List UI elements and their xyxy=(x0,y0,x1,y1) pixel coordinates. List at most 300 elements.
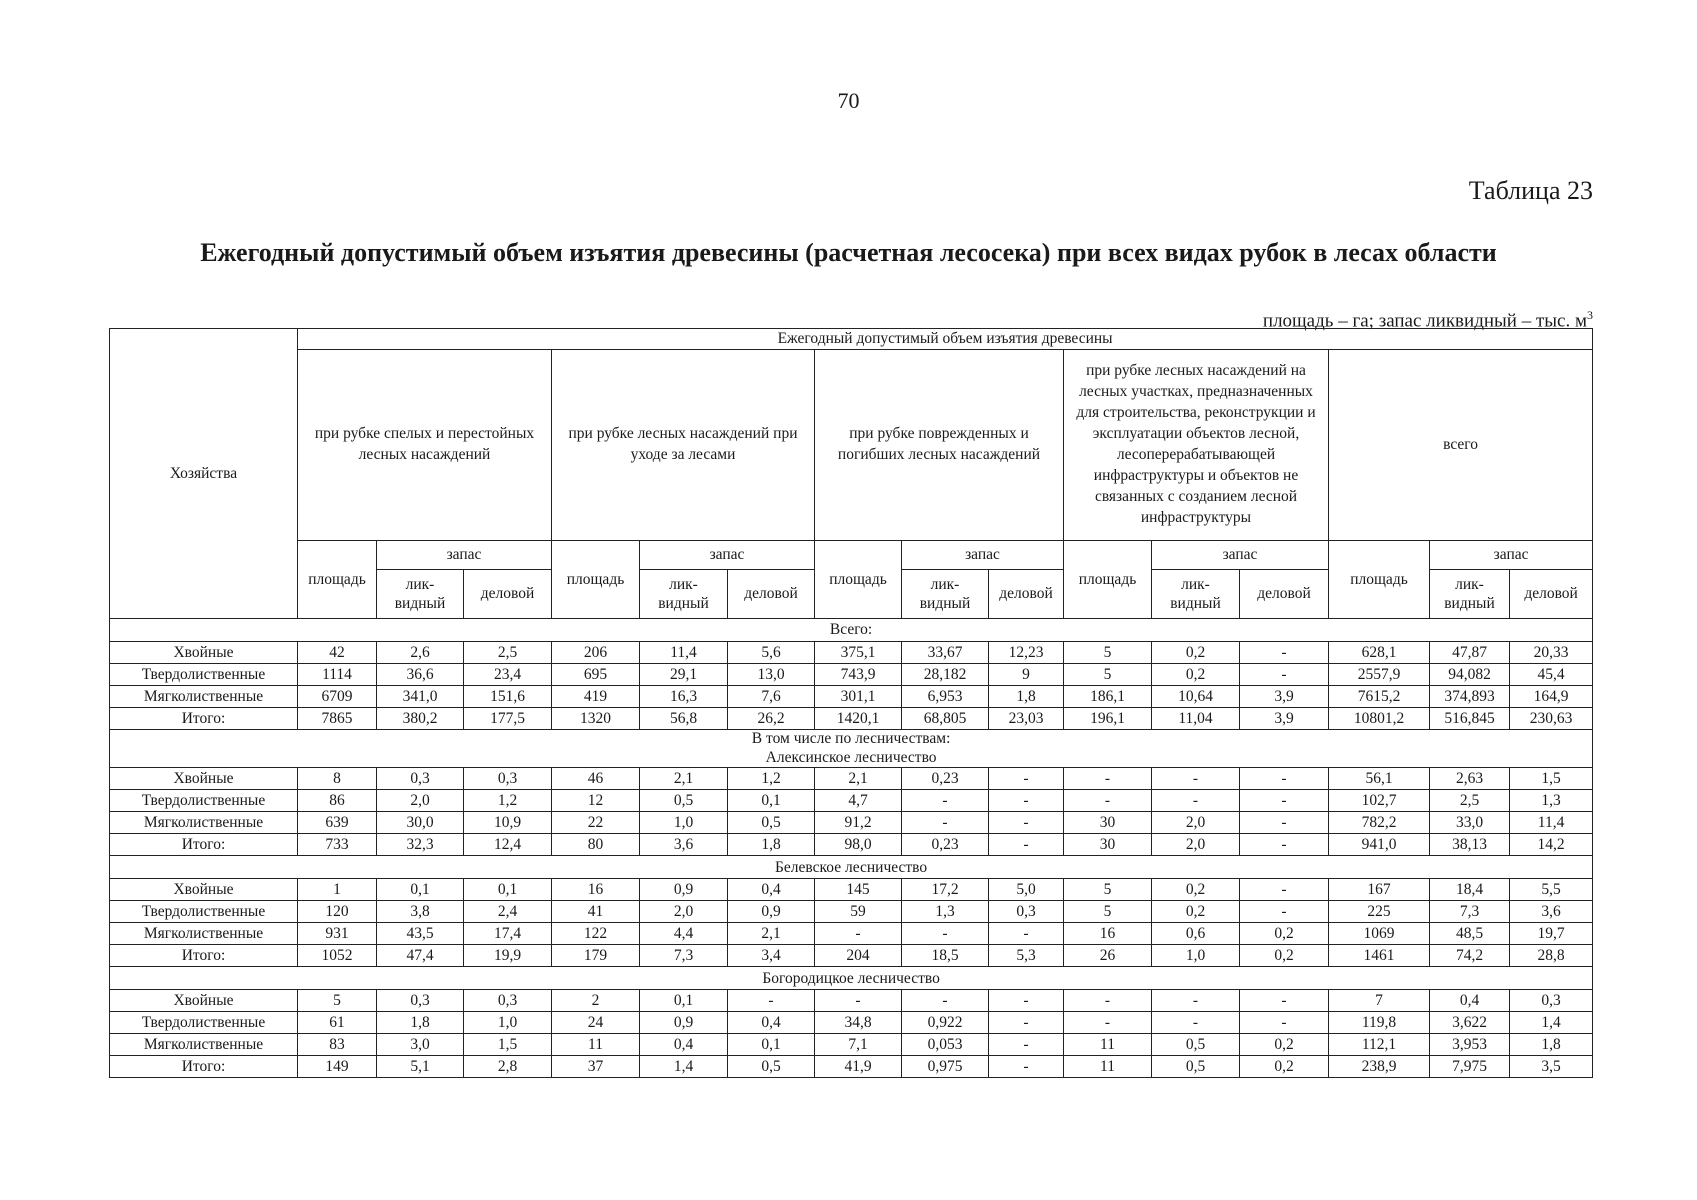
table-cell: 0,9 xyxy=(640,1012,728,1034)
table-cell: - xyxy=(989,812,1064,834)
table-cell: 33,0 xyxy=(1430,812,1510,834)
table-cell: 5 xyxy=(1064,642,1152,664)
table-cell: 1320 xyxy=(552,708,640,730)
row-label: Итого: xyxy=(110,834,298,856)
table-row xyxy=(110,1012,1593,1034)
table-cell: 23,03 xyxy=(989,708,1064,730)
row-label: Мягколиственные xyxy=(110,686,298,708)
table-cell: 13,0 xyxy=(728,664,815,686)
table-cell: 3,6 xyxy=(1510,901,1593,923)
table-body xyxy=(110,619,1593,1078)
table-cell: 3,9 xyxy=(1240,686,1329,708)
table-cell: 0,2 xyxy=(1152,901,1240,923)
table-cell: 5,3 xyxy=(989,945,1064,967)
table-caption: Таблица 23 xyxy=(1468,176,1593,205)
table-cell: 1,4 xyxy=(640,1056,728,1078)
table-cell: 0,5 xyxy=(1152,1056,1240,1078)
table-cell: 28,8 xyxy=(1510,945,1593,967)
table-cell: 7,6 xyxy=(728,686,815,708)
table-cell: 0,23 xyxy=(902,834,989,856)
table-cell: 4,7 xyxy=(815,790,902,812)
table-cell: 10,9 xyxy=(464,812,552,834)
table-cell: 374,893 xyxy=(1430,686,1510,708)
table-cell: 5 xyxy=(1064,879,1152,901)
liquid-header: лик- видный xyxy=(1152,570,1240,619)
table-cell: 0,922 xyxy=(902,1012,989,1034)
table-cell: 48,5 xyxy=(1430,923,1510,945)
table-cell: - xyxy=(815,923,902,945)
table-cell: 7615,2 xyxy=(1329,686,1430,708)
table-row xyxy=(110,879,1593,901)
table-cell: 2,63 xyxy=(1430,768,1510,790)
table-cell: - xyxy=(1240,879,1329,901)
table-cell: 1,0 xyxy=(1152,945,1240,967)
table-cell: 3,4 xyxy=(728,945,815,967)
table-cell: 0,3 xyxy=(464,768,552,790)
table-cell: 68,805 xyxy=(902,708,989,730)
table-cell: 3,622 xyxy=(1430,1012,1510,1034)
table-cell: 1052 xyxy=(298,945,377,967)
page-number: 70 xyxy=(837,88,860,113)
stock-header-row xyxy=(110,541,1593,570)
commercial-header: деловой xyxy=(1240,570,1329,619)
section-title xyxy=(110,619,1593,642)
table-cell: 2 xyxy=(552,990,640,1012)
table-cell: 0,5 xyxy=(728,1056,815,1078)
row-label: Итого: xyxy=(110,708,298,730)
table-cell: 3,0 xyxy=(377,1034,464,1056)
table-cell: 5,1 xyxy=(377,1056,464,1078)
table-cell: 0,3 xyxy=(464,990,552,1012)
table-cell: 0,4 xyxy=(640,1034,728,1056)
stock-header: запас xyxy=(902,541,1064,570)
table-cell: 301,1 xyxy=(815,686,902,708)
table-cell: 2,0 xyxy=(1152,812,1240,834)
table-cell: - xyxy=(989,923,1064,945)
table-cell: 18,4 xyxy=(1430,879,1510,901)
table-cell: 11,4 xyxy=(640,642,728,664)
table-cell: 7,975 xyxy=(1430,1056,1510,1078)
table-row xyxy=(110,768,1593,790)
table-cell: 1 xyxy=(298,879,377,901)
table-cell: 0,2 xyxy=(1240,1034,1329,1056)
table-cell: 380,2 xyxy=(377,708,464,730)
table-cell: 1,3 xyxy=(1510,790,1593,812)
table-row xyxy=(110,812,1593,834)
table-cell: 30 xyxy=(1064,812,1152,834)
table-cell: - xyxy=(902,790,989,812)
row-label: Твердолиственные xyxy=(110,1012,298,1034)
table-cell: 695 xyxy=(552,664,640,686)
table-cell: 28,182 xyxy=(902,664,989,686)
table-cell: 0,2 xyxy=(1152,642,1240,664)
row-label: Твердолиственные xyxy=(110,790,298,812)
table-row xyxy=(110,790,1593,812)
liquid-header: лик- видный xyxy=(1430,570,1510,619)
table-cell: 37 xyxy=(552,1056,640,1078)
table-cell: - xyxy=(815,990,902,1012)
row-label: Хвойные xyxy=(110,768,298,790)
area-header: площадь xyxy=(298,541,377,619)
table-cell: 47,4 xyxy=(377,945,464,967)
table-cell: 0,2 xyxy=(1240,1056,1329,1078)
table-cell: - xyxy=(902,923,989,945)
table-cell: 6,953 xyxy=(902,686,989,708)
group-header-construction: при рубке лесных насаждений на лесных участках, предназначенных для строительства, реконструкции и эксплуатации объектов лесной, лесоперерабатывающей инфраструктуры и объектов не связанных с созданием лесной инфраструктуры xyxy=(1064,350,1329,541)
table-cell: 1069 xyxy=(1329,923,1430,945)
table-cell: 20,33 xyxy=(1510,642,1593,664)
table-cell: 0,6 xyxy=(1152,923,1240,945)
table-cell: 56,1 xyxy=(1329,768,1430,790)
table-cell: - xyxy=(1240,901,1329,923)
table-cell: 3,5 xyxy=(1510,1056,1593,1078)
table-cell: 931 xyxy=(298,923,377,945)
table-cell: 0,1 xyxy=(464,879,552,901)
table-cell: - xyxy=(1064,990,1152,1012)
group-header-total: всего xyxy=(1329,350,1593,541)
table-cell: 11,4 xyxy=(1510,812,1593,834)
area-header: площадь xyxy=(1064,541,1152,619)
table-cell: 941,0 xyxy=(1329,834,1430,856)
row-label: Хвойные xyxy=(110,879,298,901)
table-cell: 0,23 xyxy=(902,768,989,790)
row-label: Хвойные xyxy=(110,642,298,664)
table-cell: 74,2 xyxy=(1430,945,1510,967)
group-header-care: при рубке лесных насаждений при уходе за лесами xyxy=(552,350,815,541)
table-cell: 2,1 xyxy=(640,768,728,790)
table-cell: 19,7 xyxy=(1510,923,1593,945)
table-cell: 628,1 xyxy=(1329,642,1430,664)
table-cell: 0,4 xyxy=(1430,990,1510,1012)
table-cell: 145 xyxy=(815,879,902,901)
table-cell: 3,953 xyxy=(1430,1034,1510,1056)
liquid-header: лик- видный xyxy=(640,570,728,619)
table-cell: 0,1 xyxy=(728,1034,815,1056)
table-cell: - xyxy=(1152,768,1240,790)
table-cell: 1,8 xyxy=(989,686,1064,708)
units-superscript: 3 xyxy=(1587,308,1593,322)
table-cell: - xyxy=(1240,990,1329,1012)
stock-header: запас xyxy=(640,541,815,570)
table-cell: 225 xyxy=(1329,901,1430,923)
table-cell: - xyxy=(1240,1012,1329,1034)
table-cell: 41 xyxy=(552,901,640,923)
section-row xyxy=(110,967,1593,990)
table-cell: - xyxy=(1152,1012,1240,1034)
table-cell: - xyxy=(1064,1012,1152,1034)
section-title-text: В том числе по лесничествам: xyxy=(751,730,951,747)
table-cell: 36,6 xyxy=(377,664,464,686)
table-cell: 11,04 xyxy=(1152,708,1240,730)
table-cell: 2,5 xyxy=(464,642,552,664)
table-cell: 1,3 xyxy=(902,901,989,923)
commercial-header: деловой xyxy=(464,570,552,619)
table-cell: 1,8 xyxy=(1510,1034,1593,1056)
table-cell: 61 xyxy=(298,1012,377,1034)
liquid-header: лик- видный xyxy=(902,570,989,619)
table-cell: 375,1 xyxy=(815,642,902,664)
table-cell: 120 xyxy=(298,901,377,923)
stock-header: запас xyxy=(377,541,552,570)
table-cell: - xyxy=(1240,768,1329,790)
table-cell: 7 xyxy=(1329,990,1430,1012)
area-header: площадь xyxy=(1329,541,1430,619)
stock-header: запас xyxy=(1152,541,1329,570)
commercial-header: деловой xyxy=(728,570,815,619)
table-cell: 122 xyxy=(552,923,640,945)
table-cell: - xyxy=(1152,790,1240,812)
section-title xyxy=(110,967,1593,990)
table-cell: 639 xyxy=(298,812,377,834)
table-cell: 0,3 xyxy=(377,768,464,790)
table-cell: 1,4 xyxy=(1510,1012,1593,1034)
table-cell: 2,4 xyxy=(464,901,552,923)
table-cell: 12 xyxy=(552,790,640,812)
table-cell: 0,3 xyxy=(377,990,464,1012)
table-cell: 2,0 xyxy=(1152,834,1240,856)
table-cell: 167 xyxy=(1329,879,1430,901)
row-label: Мягколиственные xyxy=(110,812,298,834)
table-cell: 26 xyxy=(1064,945,1152,967)
table-cell: 12,4 xyxy=(464,834,552,856)
table-row xyxy=(110,923,1593,945)
table-cell: - xyxy=(1152,990,1240,1012)
table-cell: - xyxy=(902,990,989,1012)
table-cell: 1,0 xyxy=(464,1012,552,1034)
table-cell: 0,5 xyxy=(640,790,728,812)
section-title-text: Богородицкое лесничество xyxy=(762,969,940,987)
table-cell: - xyxy=(1240,834,1329,856)
table-cell: 16,3 xyxy=(640,686,728,708)
table-cell: 782,2 xyxy=(1329,812,1430,834)
liquid-header: лик- видный xyxy=(377,570,464,619)
table-cell: 5,0 xyxy=(989,879,1064,901)
table-cell: 5 xyxy=(1064,664,1152,686)
table-cell: - xyxy=(989,790,1064,812)
table-cell: 14,2 xyxy=(1510,834,1593,856)
table-cell: 7,3 xyxy=(1430,901,1510,923)
table-cell: 2,1 xyxy=(815,768,902,790)
table-cell: 149 xyxy=(298,1056,377,1078)
table-cell: 7,1 xyxy=(815,1034,902,1056)
table-cell: 151,6 xyxy=(464,686,552,708)
table-cell: 0,5 xyxy=(728,812,815,834)
table-cell: 3,6 xyxy=(640,834,728,856)
area-header: площадь xyxy=(552,541,640,619)
table-cell: 3,8 xyxy=(377,901,464,923)
table-cell: 4,4 xyxy=(640,923,728,945)
table-cell: 1461 xyxy=(1329,945,1430,967)
table-cell: - xyxy=(1240,664,1329,686)
table-cell: 30,0 xyxy=(377,812,464,834)
table-cell: 46 xyxy=(552,768,640,790)
table-cell: 16 xyxy=(1064,923,1152,945)
table-cell: 6709 xyxy=(298,686,377,708)
section-row xyxy=(110,619,1593,642)
section-title xyxy=(110,730,1593,768)
table-cell: 230,63 xyxy=(1510,708,1593,730)
table-cell: 119,8 xyxy=(1329,1012,1430,1034)
table-cell: 2,5 xyxy=(1430,790,1510,812)
commercial-header: деловой xyxy=(1510,570,1593,619)
stock-header: запас xyxy=(1430,541,1593,570)
table-cell: 0,4 xyxy=(728,1012,815,1034)
table-cell: - xyxy=(1240,790,1329,812)
table-cell: 23,4 xyxy=(464,664,552,686)
table-cell: 47,87 xyxy=(1430,642,1510,664)
table-cell: 0,975 xyxy=(902,1056,989,1078)
table-cell: 1,5 xyxy=(464,1034,552,1056)
table-cell: 11 xyxy=(1064,1034,1152,1056)
table-cell: - xyxy=(989,1012,1064,1034)
table-cell: - xyxy=(728,990,815,1012)
table-cell: 179 xyxy=(552,945,640,967)
table-cell: 733 xyxy=(298,834,377,856)
table-cell: 206 xyxy=(552,642,640,664)
table-cell: 5 xyxy=(1064,901,1152,923)
row-label: Хвойные xyxy=(110,990,298,1012)
table-cell: 1114 xyxy=(298,664,377,686)
table-cell: 2,6 xyxy=(377,642,464,664)
table-cell: 29,1 xyxy=(640,664,728,686)
table-cell: 86 xyxy=(298,790,377,812)
table-cell: 30 xyxy=(1064,834,1152,856)
table-cell: - xyxy=(1064,790,1152,812)
table-cell: 3,9 xyxy=(1240,708,1329,730)
table-cell: 91,2 xyxy=(815,812,902,834)
table-cell: 10801,2 xyxy=(1329,708,1430,730)
section-title-text: Белевское лесничество xyxy=(775,858,928,876)
table-cell: 2,1 xyxy=(728,923,815,945)
table-cell: 80 xyxy=(552,834,640,856)
row-label: Мягколиственные xyxy=(110,923,298,945)
table-cell: 2557,9 xyxy=(1329,664,1430,686)
table-row xyxy=(110,945,1593,967)
table-cell: 0,1 xyxy=(728,790,815,812)
table-cell: 0,1 xyxy=(377,879,464,901)
table-cell: 0,5 xyxy=(1152,1034,1240,1056)
table-cell: 11 xyxy=(1064,1056,1152,1078)
table-cell: 0,2 xyxy=(1152,879,1240,901)
commercial-header: деловой xyxy=(989,570,1064,619)
table-cell: 0,2 xyxy=(1240,945,1329,967)
table-row xyxy=(110,834,1593,856)
table-row xyxy=(110,990,1593,1012)
table-cell: - xyxy=(1240,812,1329,834)
table-cell: 7865 xyxy=(298,708,377,730)
table-cell: 43,5 xyxy=(377,923,464,945)
table-cell: 16 xyxy=(552,879,640,901)
document-title: Ежегодный допустимый объем изъятия древесины (расчетная лесосека) при всех видах рубок в лесах области xyxy=(200,238,1497,267)
table-cell: 196,1 xyxy=(1064,708,1152,730)
section-row xyxy=(110,856,1593,879)
table-cell: 164,9 xyxy=(1510,686,1593,708)
volume-header: Ежегодный допустимый объем изъятия древесины xyxy=(298,329,1593,350)
section-title xyxy=(110,856,1593,879)
table-cell: - xyxy=(989,1034,1064,1056)
table-cell: 94,082 xyxy=(1430,664,1510,686)
table-row xyxy=(110,1034,1593,1056)
table-cell: 17,2 xyxy=(902,879,989,901)
table-cell: 34,8 xyxy=(815,1012,902,1034)
table-cell: - xyxy=(989,990,1064,1012)
table-cell: 24 xyxy=(552,1012,640,1034)
group-header-damaged: при рубке поврежденных и погибших лесных насаждений xyxy=(815,350,1064,541)
table-cell: 112,1 xyxy=(1329,1034,1430,1056)
table-cell: 42 xyxy=(298,642,377,664)
table-cell: 9 xyxy=(989,664,1064,686)
table-cell: 26,2 xyxy=(728,708,815,730)
table-cell: 0,3 xyxy=(1510,990,1593,1012)
table-cell: 0,2 xyxy=(1152,664,1240,686)
table-cell: 1,8 xyxy=(728,834,815,856)
table-cell: 32,3 xyxy=(377,834,464,856)
table-cell: 1420,1 xyxy=(815,708,902,730)
harvest-volume-table xyxy=(109,328,1593,1078)
table-cell: 8 xyxy=(298,768,377,790)
table-row xyxy=(110,1056,1593,1078)
group-header-mature: при рубке спелых и перестойных лесных насаждений xyxy=(298,350,552,541)
table-cell: 0,053 xyxy=(902,1034,989,1056)
table-cell: - xyxy=(1240,642,1329,664)
table-cell: 0,1 xyxy=(640,990,728,1012)
table-cell: - xyxy=(989,768,1064,790)
table-cell: 45,4 xyxy=(1510,664,1593,686)
table-cell: 98,0 xyxy=(815,834,902,856)
table-cell: 238,9 xyxy=(1329,1056,1430,1078)
table-cell: 83 xyxy=(298,1034,377,1056)
table-cell: 10,64 xyxy=(1152,686,1240,708)
table-cell: - xyxy=(989,834,1064,856)
table-cell: 38,13 xyxy=(1430,834,1510,856)
table-cell: - xyxy=(989,1056,1064,1078)
table-row xyxy=(110,708,1593,730)
table-cell: 186,1 xyxy=(1064,686,1152,708)
table-cell: 2,0 xyxy=(640,901,728,923)
table-cell: 7,3 xyxy=(640,945,728,967)
table-cell: - xyxy=(1064,768,1152,790)
table-cell: 5,5 xyxy=(1510,879,1593,901)
table-cell: 0,9 xyxy=(728,901,815,923)
table-cell: 41,9 xyxy=(815,1056,902,1078)
table-cell: 1,2 xyxy=(464,790,552,812)
units-text: площадь – га; запас ликвидный – тыс. м xyxy=(1262,310,1587,332)
table-cell: 177,5 xyxy=(464,708,552,730)
area-header: площадь xyxy=(815,541,902,619)
table-cell: 19,9 xyxy=(464,945,552,967)
table-cell: 59 xyxy=(815,901,902,923)
table-cell: 2,0 xyxy=(377,790,464,812)
table-cell: 204 xyxy=(815,945,902,967)
table-cell: 2,8 xyxy=(464,1056,552,1078)
table-cell: 22 xyxy=(552,812,640,834)
table-cell: 11 xyxy=(552,1034,640,1056)
row-label: Мягколиственные xyxy=(110,1034,298,1056)
table-cell: 0,2 xyxy=(1240,923,1329,945)
row-label: Итого: xyxy=(110,945,298,967)
table-row xyxy=(110,686,1593,708)
table-row xyxy=(110,901,1593,923)
section-subtitle-text: Алексинское лесничество xyxy=(765,748,937,766)
section-title-text: Всего: xyxy=(829,621,873,639)
table-row xyxy=(110,642,1593,664)
table-cell: 516,845 xyxy=(1430,708,1510,730)
table-cell: 1,5 xyxy=(1510,768,1593,790)
table-row xyxy=(110,664,1593,686)
table-cell: 0,9 xyxy=(640,879,728,901)
row-label: Итого: xyxy=(110,1056,298,1078)
table-cell: 1,0 xyxy=(640,812,728,834)
